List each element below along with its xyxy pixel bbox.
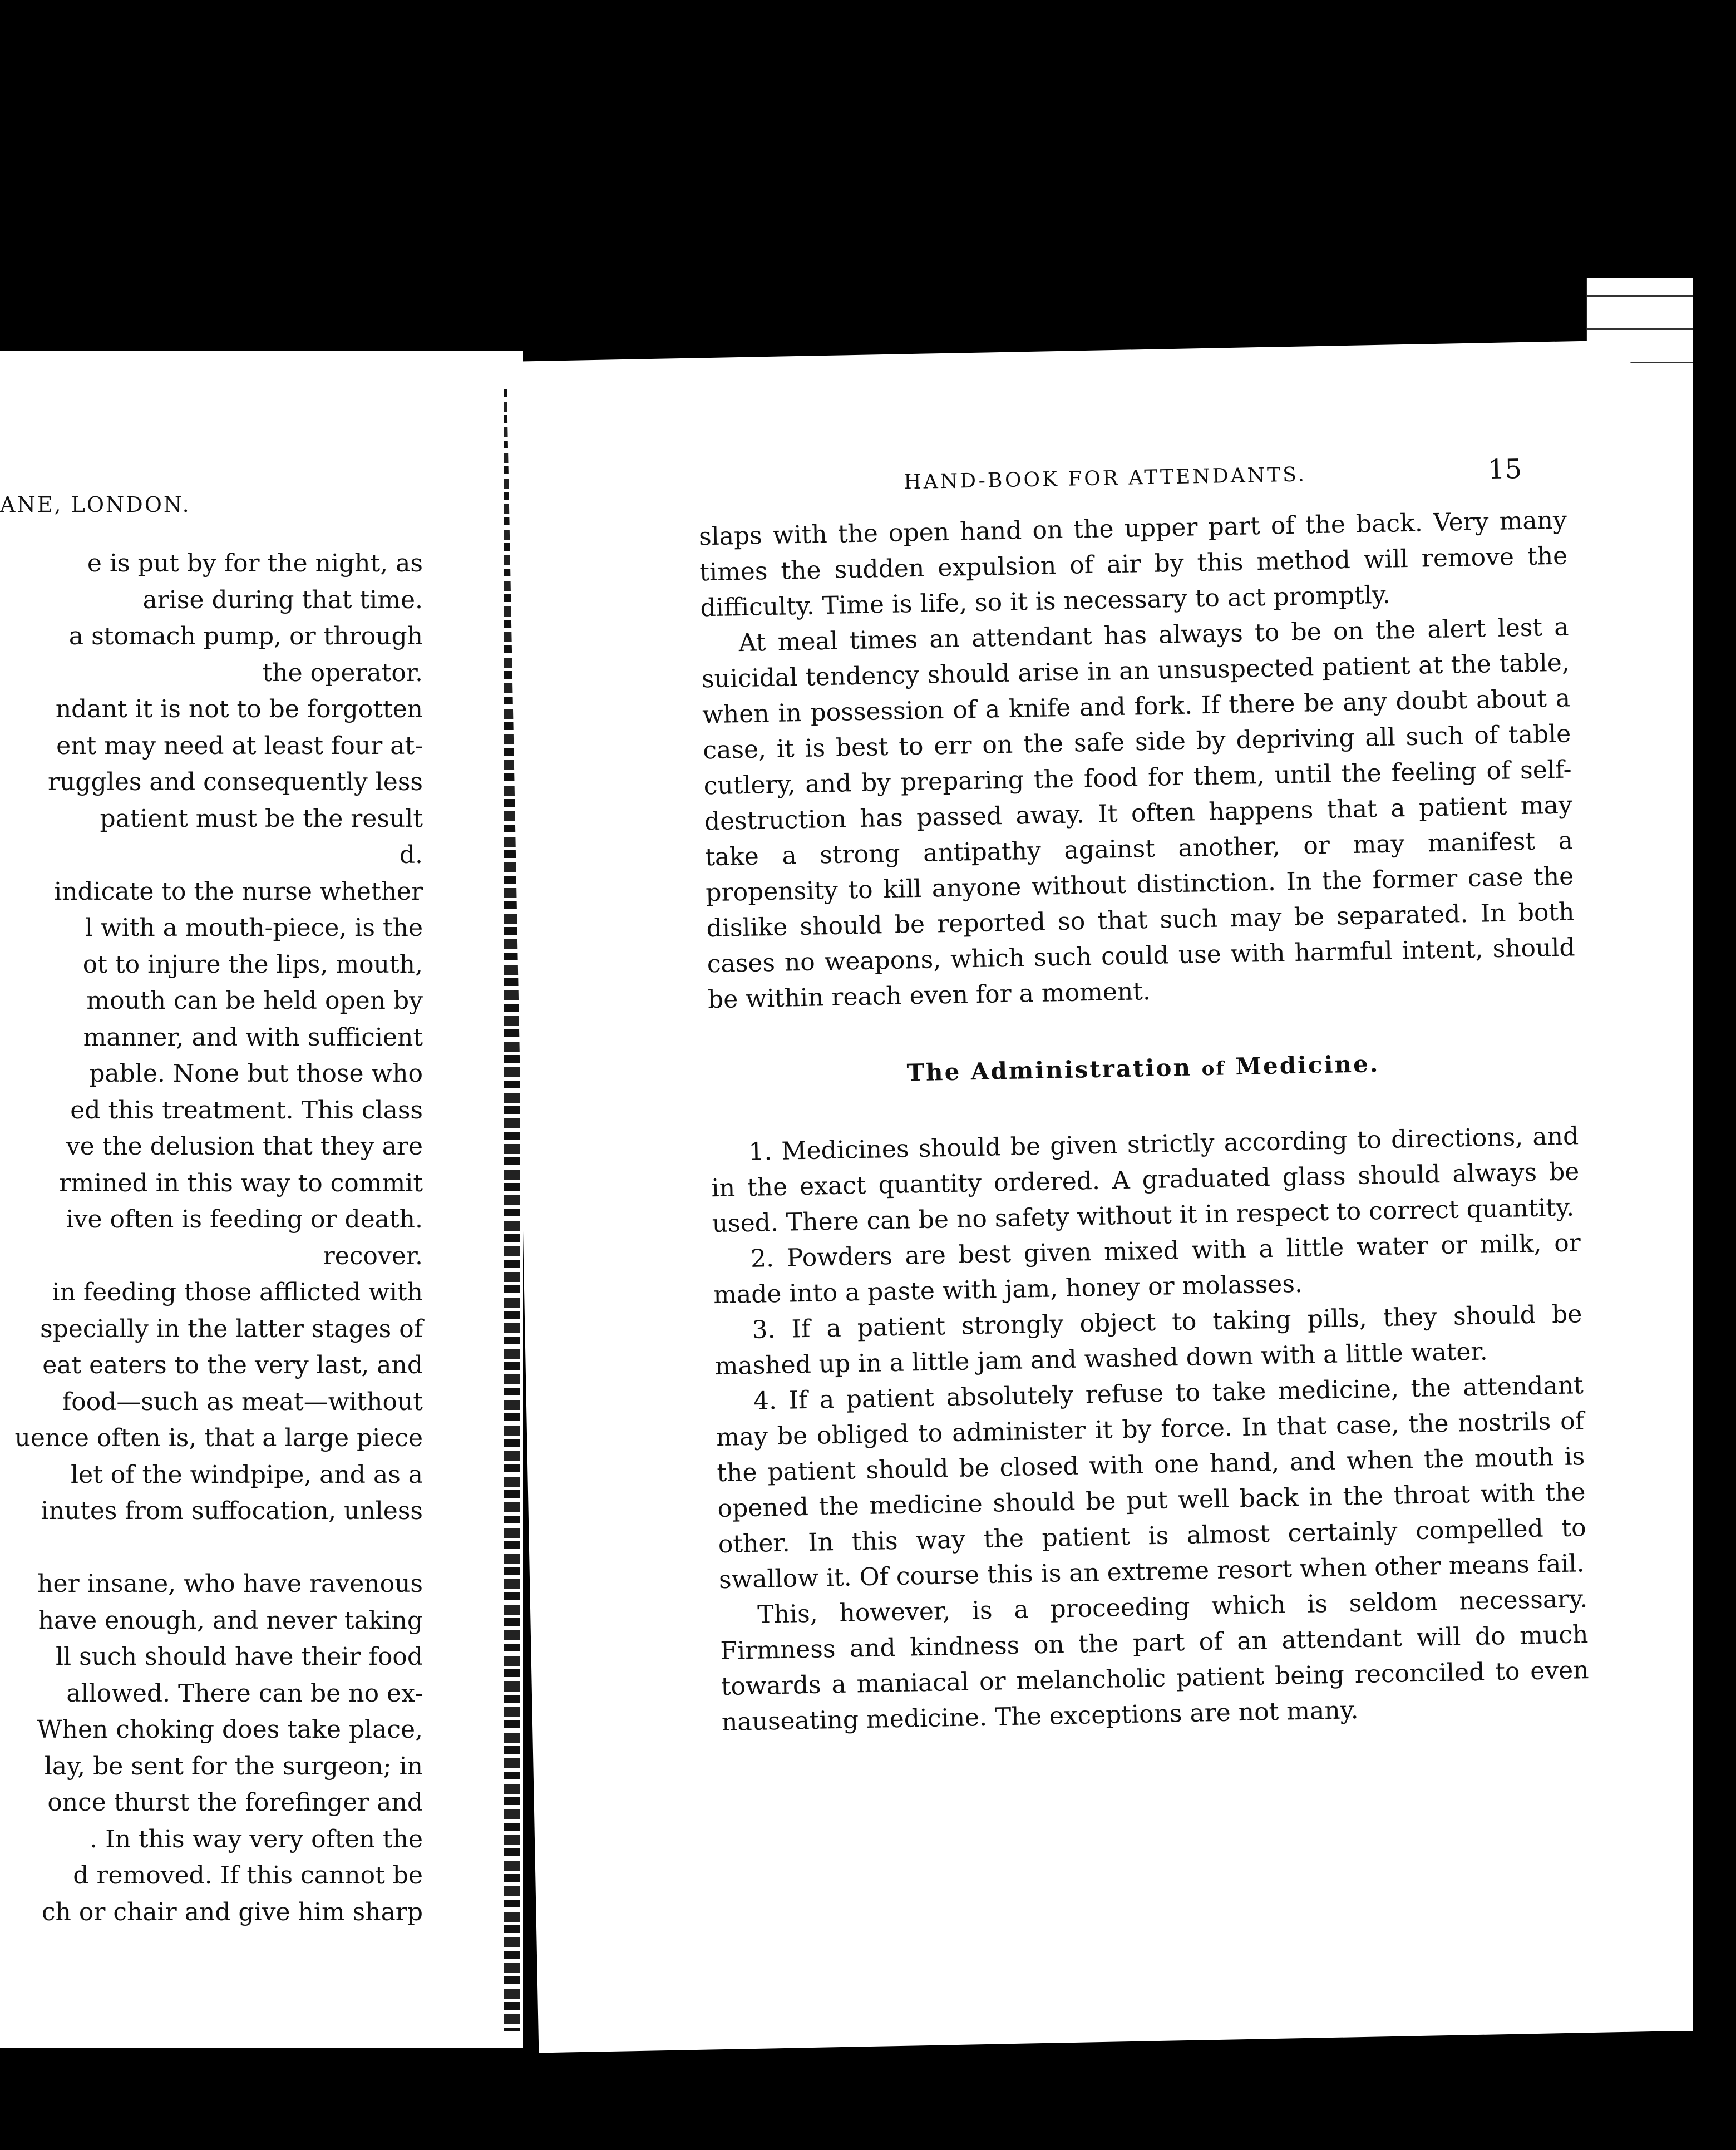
left-page bbox=[0, 351, 523, 2048]
left-page-line: inutes from suffocation, unless bbox=[41, 1497, 423, 1525]
left-page-line bbox=[0, 1530, 423, 1566]
left-page-line: ruggles and consequently less bbox=[48, 768, 423, 796]
left-page-line: let of the windpipe, and as a bbox=[71, 1460, 423, 1489]
page-body bbox=[699, 502, 1590, 1740]
heading-word-administration: Administration bbox=[970, 1053, 1192, 1086]
left-page-line: ch or chair and give him sharp bbox=[41, 1897, 423, 1926]
running-header: HAND-BOOK FOR ATTENDANTS. bbox=[903, 463, 1307, 494]
right-page bbox=[506, 340, 1663, 2053]
left-page-line: indicate to the nurse whether bbox=[54, 877, 423, 906]
left-page-line: once thurst the forefinger and bbox=[47, 1788, 423, 1817]
left-page-line: mouth can be held open by bbox=[86, 987, 423, 1015]
left-page-line: ot to injure the lips, mouth, bbox=[82, 950, 423, 979]
left-page-line: ent may need at least four at- bbox=[56, 731, 423, 760]
left-page-line: the operator. bbox=[262, 658, 423, 687]
left-page-line: uence often is, that a large piece bbox=[14, 1424, 423, 1452]
left-page-line: When choking does take place, bbox=[37, 1715, 423, 1744]
list-item-3: 3. If a patient strongly object to taking pills, they should be mashed up in a little jam and washed down with a little water. bbox=[714, 1300, 1582, 1381]
left-page-line: ll such should have their food bbox=[55, 1643, 423, 1671]
left-page-text bbox=[0, 545, 423, 1930]
left-page-line: e is put by for the night, as bbox=[87, 549, 423, 578]
paragraph-meal-times: At meal times an attendant has always to be on the alert lest a suicidal tendency should arise in an unsuspected patient at the table, when in possession of a knife and fork. If there be any doubt about a case, it is best to err on the safe side by depriving all such of table cutlery, and by preparing the food for them, until the feeling of self-destruction has passed away. It often happens that a patient may take a strong antipathy against another, or may manifest a propensity to kill anyone without distinction. In the former case the dislike should be reported so that such may be separated. In both cases no weapons, which such could use with harmful intent, should be within reach even for a moment. bbox=[701, 613, 1576, 1014]
left-page-line: specially in the latter stages of bbox=[40, 1314, 423, 1343]
left-page-line: rmined in this way to commit bbox=[59, 1168, 423, 1197]
list-item-2: 2. Powders are best given mixed with a little water or milk, or made into a paste with jam, honey or molasses. bbox=[713, 1229, 1581, 1310]
left-page-line: pable. None but those who bbox=[89, 1059, 423, 1088]
paragraph-continued: slaps with the open hand on the upper part of the back. Very many times the sudden expulsion of air by this method will remove the difficulty. Time is life, so it is necessary to act promptly. bbox=[698, 506, 1568, 623]
left-page-line: patient must be the result bbox=[100, 804, 423, 833]
heading-word-medicine: Medicine. bbox=[1235, 1050, 1380, 1081]
heading-word-the: The bbox=[906, 1058, 961, 1087]
left-page-line: have enough, and never taking bbox=[38, 1606, 423, 1635]
left-page-line: d. bbox=[399, 841, 423, 869]
heading-word-of: of bbox=[1201, 1057, 1226, 1081]
paragraph-closing: This, however, is a proceeding which is seldom necessary. Firmness and kindness on the part of an attendant will do much towards a maniacal or melancholic patient being reconciled to even nauseating medicine. The exceptions are not many. bbox=[720, 1585, 1589, 1737]
left-page-line: arise during that time. bbox=[142, 585, 423, 614]
left-page-line: ve the delusion that they are bbox=[66, 1132, 423, 1161]
left-page-line: her insane, who have ravenous bbox=[37, 1570, 423, 1598]
left-page-line: allowed. There can be no ex- bbox=[66, 1679, 423, 1708]
left-page-line: recover. bbox=[323, 1241, 423, 1270]
left-page-line: l with a mouth-piece, is the bbox=[85, 914, 423, 942]
left-page-line: . In this way very often the bbox=[90, 1824, 423, 1853]
left-page-line: eat eaters to the very last, and bbox=[42, 1351, 423, 1379]
left-page-line: ed this treatment. This class bbox=[70, 1096, 423, 1125]
section-heading bbox=[709, 1042, 1577, 1096]
list-item-1: 1. Medicines should be given strictly according to directions, and in the exact quantity ordered. A graduated glass should always be used. There can be no safety without it in respect to correct quantity. bbox=[711, 1122, 1580, 1239]
left-page-line: ive often is feeding or death. bbox=[66, 1205, 423, 1234]
left-page-line: in feeding those afflicted with bbox=[52, 1278, 423, 1306]
left-page-line: manner, and with sufficient bbox=[83, 1023, 423, 1052]
list-item-4: 4. If a patient absolutely refuse to take medicine, the attendant may be obliged to administer it by force. In that case, the nostrils of the patient should be closed with one hand, and when the mouth is opened the medicine should be put well back in the throat with the other. In this way the patient is almost certainly compelled to swallow it. Of course this is an extreme resort when other means fail. bbox=[716, 1371, 1587, 1595]
left-page-line: ndant it is not to be forgotten bbox=[55, 695, 423, 723]
left-page-line: d removed. If this cannot be bbox=[73, 1861, 423, 1890]
left-page-header: ANE, LONDON. bbox=[0, 492, 191, 517]
left-page-line: lay, be sent for the surgeon; in bbox=[44, 1752, 423, 1781]
page-number: 15 bbox=[1487, 453, 1522, 486]
left-page-line: a stomach pump, or through bbox=[68, 622, 423, 650]
left-page-line: food—such as meat—without bbox=[62, 1387, 423, 1416]
